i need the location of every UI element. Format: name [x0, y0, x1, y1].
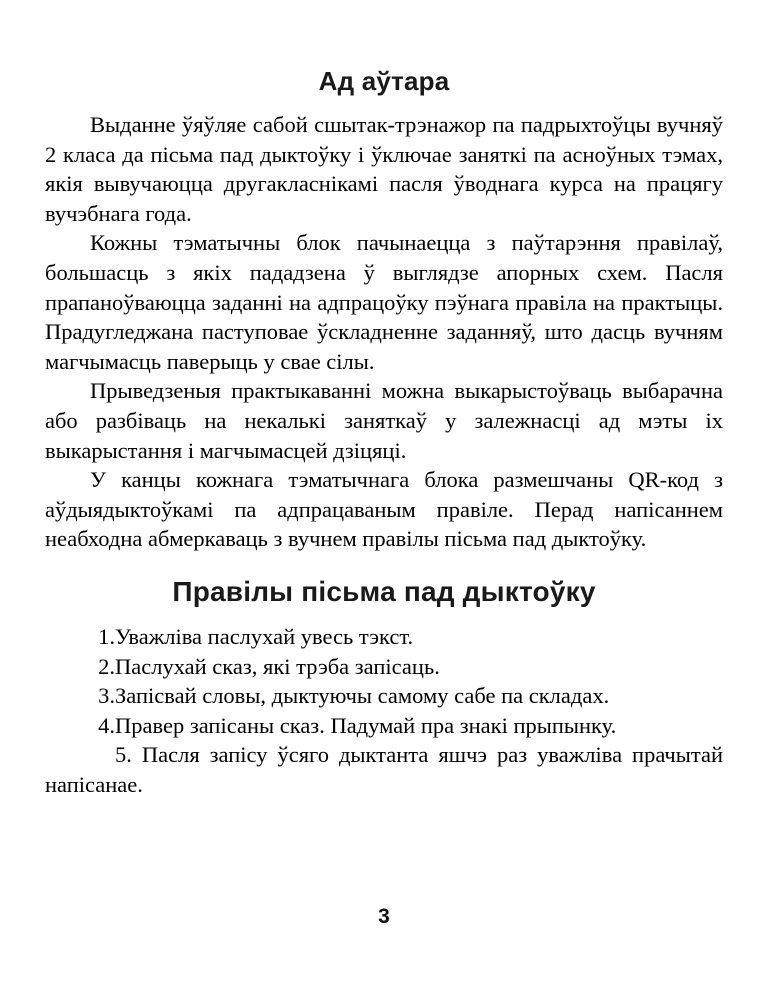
paragraph-2: Кожны тэматычны блок пачынаецца з паўтарэння правілаў, большасць з якіх пададзена ў выглядзе апорных схем. Пасля прапаноўваюцца заданні на адпрацоўку пэўнага правіла на практыцы. Прадугледжана паступовае ўскладненне заданняў, што дасць вучням магчымасць паверыць у свае сілы. [45, 230, 723, 374]
list-item [45, 652, 723, 682]
list-item-label: Уважліва паслухай увесь тэкст. [115, 623, 414, 649]
list-item-number: 3. [98, 683, 115, 709]
paragraph-1: Выданне ўяўляе сабой сшытак-трэнажор па падрыхтоўцы вучняў 2 класа да пісьма пад дыктоўку і ўключае заняткі па асноўных тэмах, якія вывучаюцца другакласнікамі пасля ўводнага курса на працягу вучэбнага года. [45, 112, 723, 226]
list-item-number: 2. [98, 653, 115, 679]
section-title-rules: Правілы пісьма пад дыктоўку [172, 575, 596, 607]
list-item-number: 5. [115, 742, 132, 768]
list-item-label: Правер запісаны сказ. Падумай пра знакі прыпынку. [115, 712, 617, 738]
paragraph-4: У канцы кожнага тэматычнага блока размешчаны QR-код з аўдыядыктоўкамі па адпрацаваным правіле. Перад напісаннем неабходна абмеркаваць з вучнем правілы пісьма пад дыктоўку. [45, 467, 723, 552]
list-item-label: Пасля запісу ўсяго дыктанта яшчэ раз уважліва прачытай напісанае. [45, 742, 723, 797]
page-title: Ад аўтара [318, 66, 450, 96]
paragraph-3: Прыведзеныя практыкаванні можна выкарыстоўваць выбарачна або разбіваць на некалькі заняткаў у залежнасці ад мэты іх выкарыстання і магчымасцей дзіцяці. [45, 378, 723, 463]
rules-list [45, 622, 723, 800]
list-item [45, 622, 723, 652]
list-item-label: Паслухай сказ, які трэба запісаць. [115, 653, 440, 679]
list-item [45, 740, 723, 799]
list-item [45, 681, 723, 711]
list-item-number: 4. [98, 712, 115, 738]
page-number: 3 [378, 905, 390, 928]
list-item-label: Запісвай словы, дыктуючы самому сабе па складах. [115, 683, 610, 709]
list-item [45, 711, 723, 741]
list-item-number: 1. [98, 623, 115, 649]
